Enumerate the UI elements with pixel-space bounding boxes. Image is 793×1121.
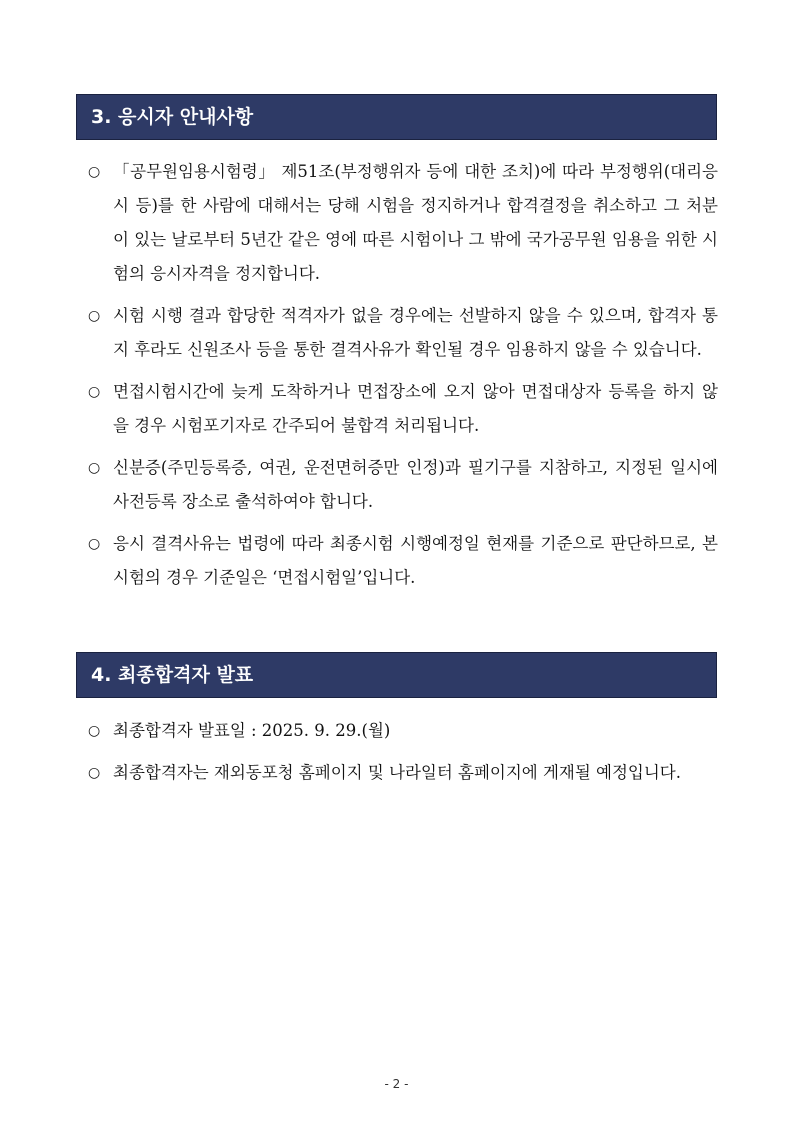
list-item xyxy=(88,451,718,519)
bullet-circle-icon: ○ xyxy=(88,384,101,400)
list-item xyxy=(88,527,718,595)
bullet-circle-icon: ○ xyxy=(88,460,101,476)
section-4-title: 4. 최종합격자 발표 xyxy=(91,664,254,686)
list-item xyxy=(88,299,718,367)
list-item xyxy=(88,155,718,291)
bullet-circle-icon: ○ xyxy=(88,765,101,781)
list-item-text: 최종합격자는 재외동포청 홈페이지 및 나라일터 홈페이지에 게재될 예정입니다. xyxy=(113,763,681,782)
section-3-list xyxy=(88,155,718,603)
section-4-list xyxy=(88,714,718,798)
list-item-text: 응시 결격사유는 법령에 따라 최종시험 시행예정일 현재를 기준으로 판단하므로, 본 시험의 경우 기준일은 ‘면접시험일’입니다. xyxy=(113,534,718,587)
section-4-header xyxy=(76,652,717,698)
list-item-text: 신분증(주민등록증, 여권, 운전면허증만 인정)과 필기구를 지참하고, 지정된 일시에 사전등록 장소로 출석하여야 합니다. xyxy=(113,458,718,511)
list-item-text: 「공무원임용시험령」 제51조(부정행위자 등에 대한 조치)에 따라 부정행위(대리응시 등)를 한 사람에 대해서는 당해 시험을 정지하거나 합격결정을 취소하고 그 처분이 있는 날로부터 5년간 같은 영에 따른 시험이나 그 밖에 국가공무원 임용을 위한 시험의 응시자격을 정지합니다. xyxy=(113,162,718,283)
bullet-circle-icon: ○ xyxy=(88,308,101,324)
section-3-header xyxy=(76,94,717,140)
bullet-circle-icon: ○ xyxy=(88,723,101,739)
bullet-circle-icon: ○ xyxy=(88,536,101,552)
list-item xyxy=(88,756,718,790)
page-footer xyxy=(0,1077,793,1091)
list-item-text: 최종합격자 발표일 : 2025. 9. 29.(월) xyxy=(113,721,391,740)
bullet-circle-icon: ○ xyxy=(88,164,101,180)
list-item-text: 면접시험시간에 늦게 도착하거나 면접장소에 오지 않아 면접대상자 등록을 하지 않을 경우 시험포기자로 간주되어 불합격 처리됩니다. xyxy=(113,382,718,435)
section-3-title: 3. 응시자 안내사항 xyxy=(91,106,254,128)
list-item xyxy=(88,375,718,443)
list-item-text: 시험 시행 결과 합당한 적격자가 없을 경우에는 선발하지 않을 수 있으며, 합격자 통지 후라도 신원조사 등을 통한 결격사유가 확인될 경우 임용하지 않을 수 있습니다. xyxy=(113,306,718,359)
list-item xyxy=(88,714,718,748)
page-number: - 2 - xyxy=(384,1077,409,1091)
